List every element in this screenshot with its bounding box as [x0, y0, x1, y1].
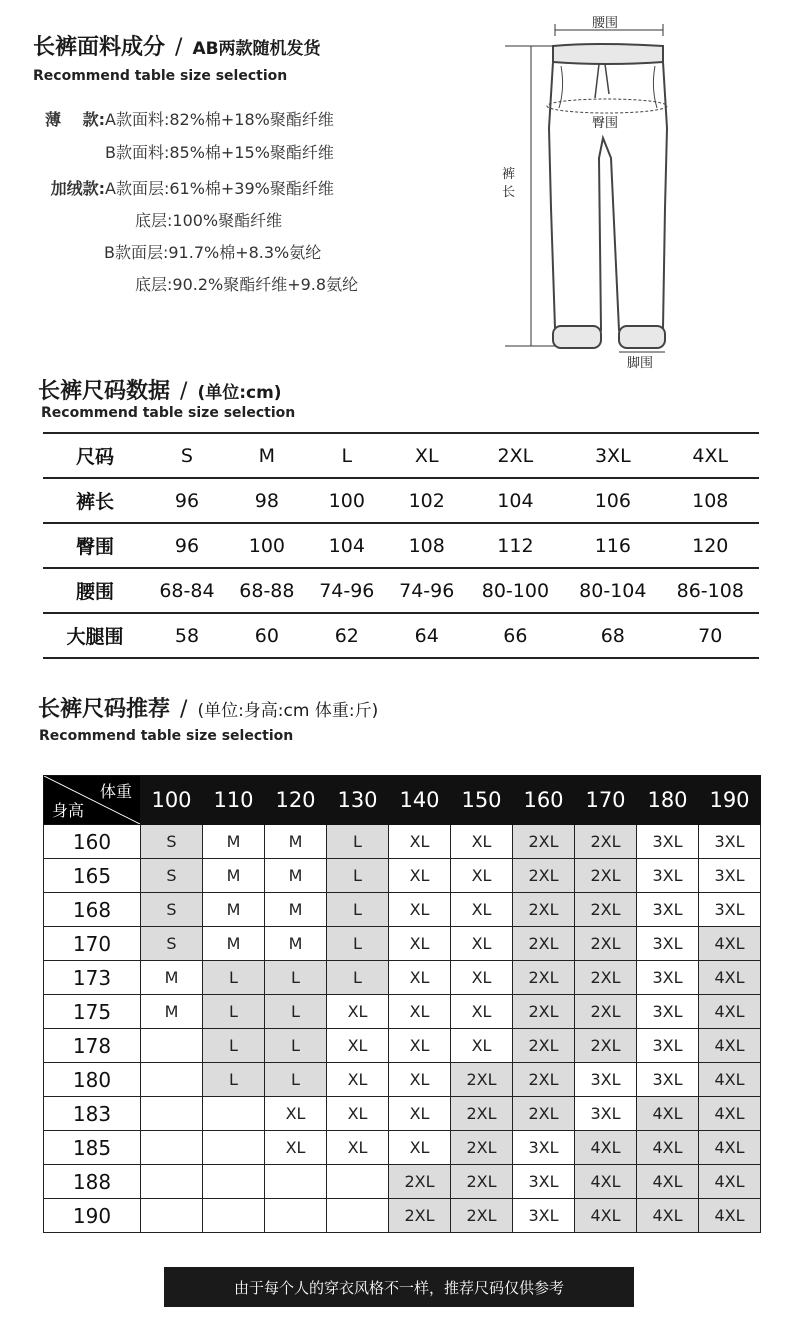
recommend-cell: 3XL — [575, 1097, 637, 1131]
recommend-cell: M — [203, 859, 265, 893]
weight-header: 140 — [389, 776, 451, 825]
recommend-cell: 2XL — [513, 1097, 575, 1131]
corner-weight-label: 体重 — [99, 782, 132, 801]
size-cell: 70 — [662, 613, 759, 658]
recommend-title: 长裤尺码推荐 — [38, 697, 171, 722]
size-cell: 3XL — [564, 433, 661, 478]
recommend-cell: XL — [389, 1029, 451, 1063]
size-cell: 104 — [467, 478, 564, 523]
recommend-cell — [141, 1097, 203, 1131]
recommend-cell: 3XL — [637, 961, 699, 995]
recommend-cell: 2XL — [513, 1063, 575, 1097]
recommend-cell: 2XL — [513, 927, 575, 961]
size-cell: 120 — [662, 523, 759, 568]
size-cell: 96 — [147, 478, 227, 523]
weight-header: 150 — [451, 776, 513, 825]
size-row-label: 臀围 — [43, 523, 147, 568]
recommend-row — [44, 893, 761, 927]
recommend-cell: L — [327, 927, 389, 961]
recommend-cell: 3XL — [699, 825, 761, 859]
size-cell: 62 — [307, 613, 387, 658]
recommend-header-row — [44, 776, 761, 825]
size-title: 长裤尺码数据 — [38, 379, 171, 404]
recommend-cell: 2XL — [451, 1199, 513, 1233]
fabric-title-line — [33, 30, 321, 61]
recommend-cell: 4XL — [637, 1165, 699, 1199]
recommend-cell: 2XL — [513, 893, 575, 927]
fabric-line-5: B款面层:91.7%棉+8.3%氨纶 — [104, 243, 322, 262]
recommend-cell: 2XL — [451, 1063, 513, 1097]
size-row-label: 裤长 — [43, 478, 147, 523]
recommend-cell: 2XL — [575, 927, 637, 961]
recommend-cell: 4XL — [699, 1097, 761, 1131]
recommend-cell: XL — [389, 1063, 451, 1097]
recommend-cell: XL — [451, 995, 513, 1029]
recommend-cell: L — [203, 1029, 265, 1063]
weight-header: 100 — [141, 776, 203, 825]
recommend-cell: S — [141, 859, 203, 893]
size-cell: 2XL — [467, 433, 564, 478]
recommend-cell: M — [141, 961, 203, 995]
recommend-cell: L — [203, 995, 265, 1029]
fabric-line-1 — [35, 107, 334, 130]
weight-header: 180 — [637, 776, 699, 825]
recommend-cell — [327, 1199, 389, 1233]
recommend-cell: 4XL — [637, 1097, 699, 1131]
height-label: 188 — [44, 1165, 141, 1199]
height-label: 180 — [44, 1063, 141, 1097]
recommend-row — [44, 1199, 761, 1233]
recommend-cell — [141, 1029, 203, 1063]
recommend-cell: 2XL — [575, 859, 637, 893]
recommend-row — [44, 961, 761, 995]
recommend-cell — [141, 1199, 203, 1233]
recommend-cell: M — [203, 825, 265, 859]
recommend-cell: 3XL — [699, 893, 761, 927]
recommend-cell: 4XL — [699, 1063, 761, 1097]
size-cell: 108 — [387, 523, 467, 568]
recommend-cell: XL — [451, 859, 513, 893]
recommend-title-line — [38, 692, 378, 723]
recommend-cell: 2XL — [513, 961, 575, 995]
recommend-cell: 2XL — [513, 995, 575, 1029]
recommend-cell — [141, 1063, 203, 1097]
waistband-shape — [553, 44, 663, 64]
size-cell: 116 — [564, 523, 661, 568]
recommend-table — [43, 775, 761, 1233]
height-label: 168 — [44, 893, 141, 927]
recommend-row — [44, 1063, 761, 1097]
fabric-line-text: A款面层:61%棉+39%聚酯纤维 — [105, 179, 334, 198]
size-table — [43, 432, 759, 659]
recommend-cell: 2XL — [575, 995, 637, 1029]
pants-diagram — [495, 8, 695, 378]
recommend-cell: L — [327, 893, 389, 927]
recommend-cell: 3XL — [637, 1063, 699, 1097]
recommend-cell: M — [265, 927, 327, 961]
size-cell: 100 — [227, 523, 307, 568]
recommend-cell: L — [265, 1029, 327, 1063]
recommend-cell — [141, 1165, 203, 1199]
recommend-cell: 2XL — [575, 893, 637, 927]
recommend-cell: XL — [451, 893, 513, 927]
size-row-label: 腰围 — [43, 568, 147, 613]
title-slash: / — [175, 35, 183, 60]
ankle-label: 脚围 — [627, 356, 654, 371]
recommend-cell — [203, 1199, 265, 1233]
hip-label: 臀围 — [592, 116, 619, 131]
size-cell: 68-88 — [227, 568, 307, 613]
size-cell: 74-96 — [387, 568, 467, 613]
recommend-cell: 3XL — [513, 1199, 575, 1233]
recommend-cell: XL — [451, 1029, 513, 1063]
recommend-cell: M — [265, 825, 327, 859]
recommend-cell: 2XL — [451, 1131, 513, 1165]
size-row-label: 大腿围 — [43, 613, 147, 658]
recommend-row — [44, 859, 761, 893]
recommend-cell: XL — [389, 859, 451, 893]
size-cell: 106 — [564, 478, 661, 523]
recommend-cell: S — [141, 927, 203, 961]
size-cell: 60 — [227, 613, 307, 658]
recommend-cell: 3XL — [575, 1063, 637, 1097]
right-cuff — [619, 326, 665, 348]
weight-header: 170 — [575, 776, 637, 825]
recommend-cell: L — [203, 1063, 265, 1097]
weight-header: 160 — [513, 776, 575, 825]
recommend-cell: 3XL — [513, 1165, 575, 1199]
recommend-cell: L — [327, 961, 389, 995]
drawstring — [595, 64, 609, 98]
recommend-cell: XL — [327, 1131, 389, 1165]
fabric-subtitle: AB两款随机发货 — [192, 39, 321, 59]
recommend-cell: 2XL — [513, 859, 575, 893]
recommend-cell: 4XL — [699, 1199, 761, 1233]
pants-outline — [549, 62, 667, 330]
left-cuff — [553, 326, 601, 348]
fabric-line-label: 薄 款: — [45, 110, 105, 129]
recommend-cell: XL — [389, 1097, 451, 1131]
fabric-line-3 — [35, 176, 334, 199]
recommend-cell: 4XL — [575, 1165, 637, 1199]
recommend-cell: M — [265, 859, 327, 893]
recommend-row — [44, 825, 761, 859]
recommend-row — [44, 927, 761, 961]
fabric-title: 长裤面料成分 — [33, 35, 166, 60]
recommend-cell: 3XL — [637, 859, 699, 893]
size-row — [43, 613, 759, 658]
recommend-cell: L — [327, 859, 389, 893]
recommend-cell: 3XL — [637, 927, 699, 961]
recommend-cell: XL — [265, 1131, 327, 1165]
recommend-cell: 4XL — [637, 1199, 699, 1233]
size-row — [43, 568, 759, 613]
recommend-cell: 4XL — [637, 1131, 699, 1165]
height-label: 173 — [44, 961, 141, 995]
corner-cell — [44, 776, 141, 825]
fabric-line-label: 加绒款: — [50, 179, 105, 198]
recommend-cell — [265, 1199, 327, 1233]
size-header-row — [43, 433, 759, 478]
recommend-row — [44, 1029, 761, 1063]
recommend-cell: XL — [265, 1097, 327, 1131]
recommend-cell: 3XL — [513, 1131, 575, 1165]
recommend-cell: 2XL — [575, 825, 637, 859]
recommend-cell: XL — [389, 961, 451, 995]
recommend-cell: S — [141, 825, 203, 859]
recommend-cell: XL — [327, 995, 389, 1029]
weight-header: 190 — [699, 776, 761, 825]
fabric-line-text: A款面料:82%棉+18%聚酯纤维 — [105, 110, 334, 129]
recommend-cell: S — [141, 893, 203, 927]
recommend-cell — [327, 1165, 389, 1199]
recommend-cell: XL — [327, 1029, 389, 1063]
size-cell: 74-96 — [307, 568, 387, 613]
recommend-unit: (单位:身高:cm 体重:斤) — [197, 701, 379, 721]
recommend-cell: 2XL — [575, 1029, 637, 1063]
recommend-cell: XL — [389, 995, 451, 1029]
recommend-cell — [203, 1165, 265, 1199]
recommend-cell: L — [327, 825, 389, 859]
recommend-cell: L — [265, 1063, 327, 1097]
fabric-line-4: 底层:100%聚酯纤维 — [135, 211, 283, 230]
height-label: 175 — [44, 995, 141, 1029]
recommend-row — [44, 1131, 761, 1165]
corner-height-label: 身高 — [52, 801, 85, 820]
recommend-cell: XL — [327, 1097, 389, 1131]
recommend-en-caption: Recommend table size selection — [39, 728, 294, 744]
height-label: 165 — [44, 859, 141, 893]
recommend-cell: XL — [451, 927, 513, 961]
recommend-cell: 2XL — [451, 1165, 513, 1199]
height-label: 170 — [44, 927, 141, 961]
size-cell: 96 — [147, 523, 227, 568]
recommend-cell: 4XL — [575, 1131, 637, 1165]
fabric-line-6: 底层:90.2%聚酯纤维+9.8氨纶 — [135, 275, 359, 294]
weight-header: 130 — [327, 776, 389, 825]
size-cell: 104 — [307, 523, 387, 568]
size-cell: 108 — [662, 478, 759, 523]
footer-note: 由于每个人的穿衣风格不一样，推荐尺码仅供参考 — [164, 1267, 634, 1307]
recommend-cell: 2XL — [451, 1097, 513, 1131]
weight-header: 120 — [265, 776, 327, 825]
recommend-cell: 2XL — [389, 1199, 451, 1233]
recommend-cell: L — [265, 961, 327, 995]
height-label: 178 — [44, 1029, 141, 1063]
recommend-cell: XL — [389, 825, 451, 859]
size-cell: 86-108 — [662, 568, 759, 613]
size-cell: M — [227, 433, 307, 478]
recommend-cell: 2XL — [389, 1165, 451, 1199]
recommend-cell: XL — [451, 961, 513, 995]
size-cell: 58 — [147, 613, 227, 658]
recommend-cell: 4XL — [699, 961, 761, 995]
recommend-cell: XL — [389, 893, 451, 927]
recommend-cell: 4XL — [699, 927, 761, 961]
recommend-cell: XL — [389, 1131, 451, 1165]
size-cell: 64 — [387, 613, 467, 658]
weight-header: 110 — [203, 776, 265, 825]
size-cell: 80-104 — [564, 568, 661, 613]
recommend-row — [44, 1097, 761, 1131]
recommend-cell: L — [203, 961, 265, 995]
recommend-cell: XL — [327, 1063, 389, 1097]
fabric-line-2: B款面料:85%棉+15%聚酯纤维 — [105, 143, 334, 162]
size-cell: 66 — [467, 613, 564, 658]
recommend-cell — [203, 1097, 265, 1131]
size-cell: L — [307, 433, 387, 478]
recommend-cell — [203, 1131, 265, 1165]
recommend-cell: 3XL — [637, 1029, 699, 1063]
recommend-cell: 3XL — [637, 893, 699, 927]
recommend-cell: M — [203, 927, 265, 961]
recommend-cell: 3XL — [637, 995, 699, 1029]
size-cell: 68-84 — [147, 568, 227, 613]
recommend-cell: 4XL — [575, 1199, 637, 1233]
size-unit: (单位:cm) — [197, 383, 282, 403]
recommend-cell: 2XL — [513, 1029, 575, 1063]
recommend-cell: 4XL — [699, 1131, 761, 1165]
size-cell: 102 — [387, 478, 467, 523]
height-label: 160 — [44, 825, 141, 859]
hip-measure-line — [547, 99, 667, 113]
size-cell: 4XL — [662, 433, 759, 478]
size-cell: S — [147, 433, 227, 478]
recommend-cell: 3XL — [637, 825, 699, 859]
recommend-row — [44, 1165, 761, 1199]
recommend-cell: M — [141, 995, 203, 1029]
recommend-cell: XL — [451, 825, 513, 859]
length-label: 裤长 — [502, 167, 516, 200]
title-slash: / — [180, 379, 188, 404]
size-cell: 100 — [307, 478, 387, 523]
size-cell: 112 — [467, 523, 564, 568]
recommend-cell: 4XL — [699, 995, 761, 1029]
title-slash: / — [180, 697, 188, 722]
fabric-en-caption: Recommend table size selection — [33, 68, 288, 84]
recommend-cell: M — [265, 893, 327, 927]
size-title-line — [38, 374, 282, 405]
height-label: 190 — [44, 1199, 141, 1233]
size-cell: 80-100 — [467, 568, 564, 613]
size-row — [43, 478, 759, 523]
size-cell: 98 — [227, 478, 307, 523]
size-row-label: 尺码 — [43, 433, 147, 478]
recommend-cell: M — [203, 893, 265, 927]
height-label: 183 — [44, 1097, 141, 1131]
recommend-cell: 2XL — [575, 961, 637, 995]
recommend-cell: 3XL — [699, 859, 761, 893]
recommend-cell — [265, 1165, 327, 1199]
size-cell: XL — [387, 433, 467, 478]
recommend-cell: L — [265, 995, 327, 1029]
recommend-cell: 4XL — [699, 1165, 761, 1199]
recommend-cell: 2XL — [513, 825, 575, 859]
height-label: 185 — [44, 1131, 141, 1165]
size-cell: 68 — [564, 613, 661, 658]
recommend-cell: 4XL — [699, 1029, 761, 1063]
size-en-caption: Recommend table size selection — [41, 405, 296, 421]
recommend-cell: XL — [389, 927, 451, 961]
size-row — [43, 523, 759, 568]
recommend-row — [44, 995, 761, 1029]
waist-label: 腰围 — [592, 16, 619, 31]
recommend-cell — [141, 1131, 203, 1165]
